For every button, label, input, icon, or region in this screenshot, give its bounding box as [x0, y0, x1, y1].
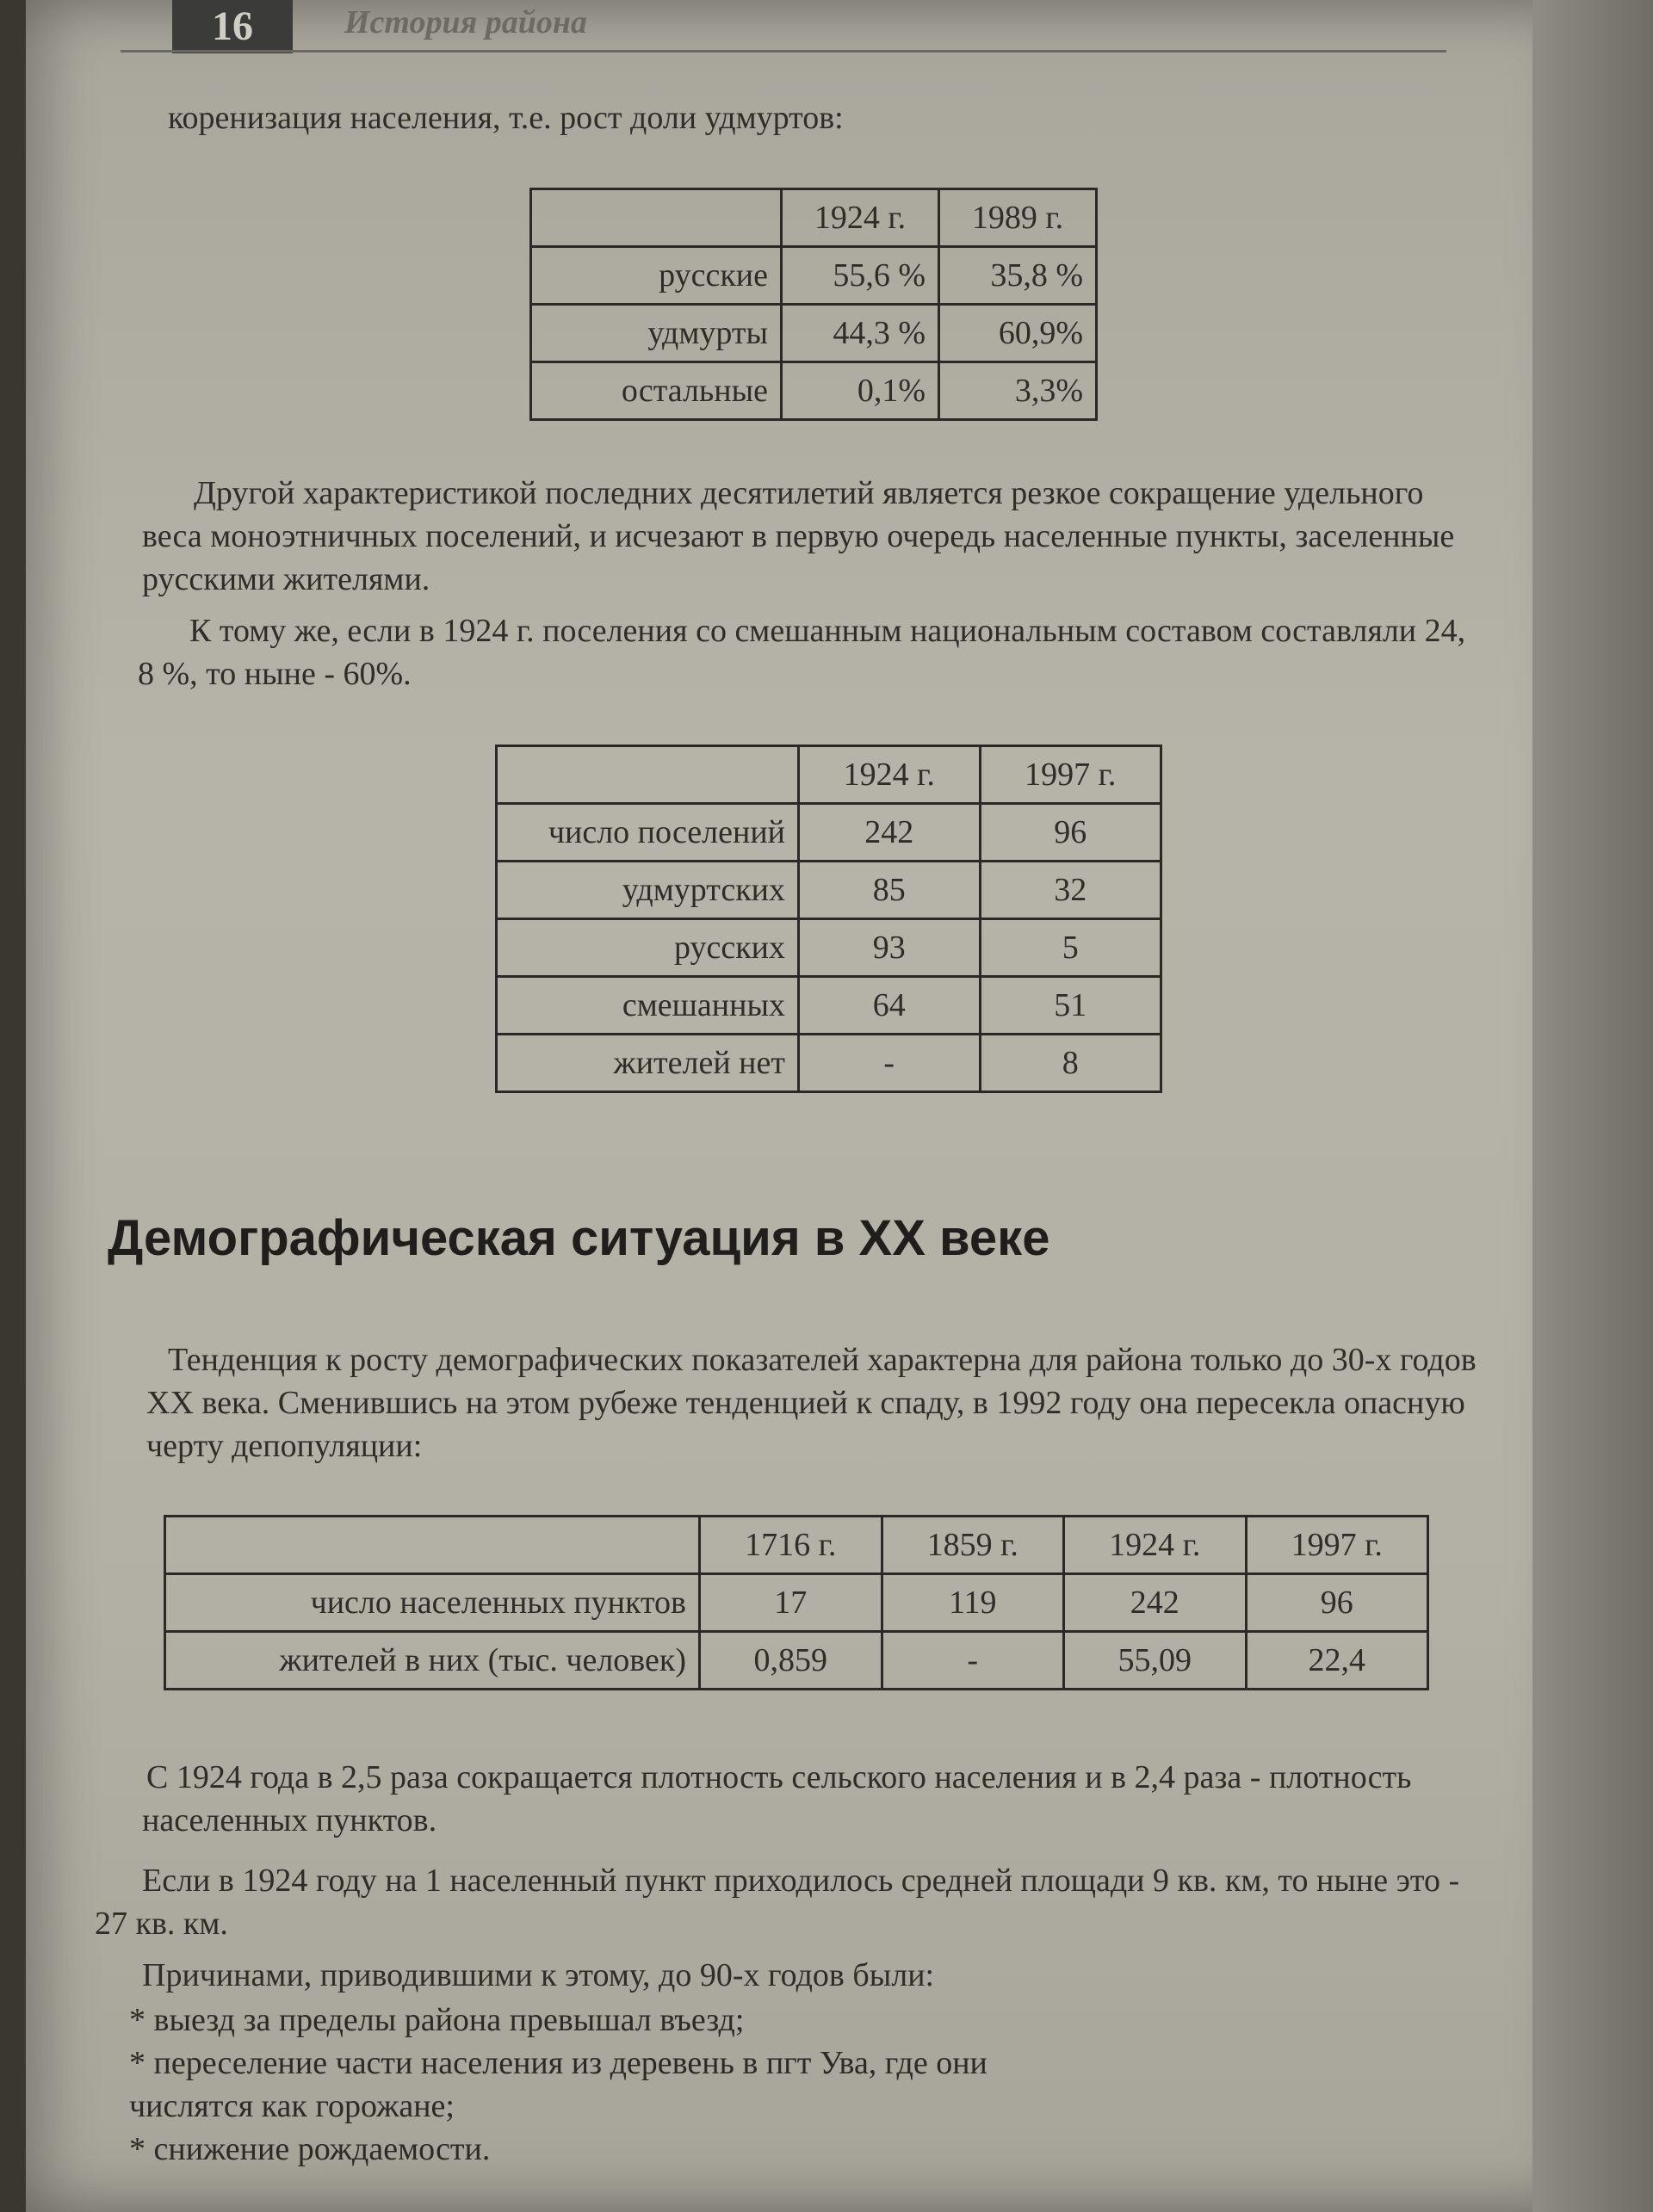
table-cell: число населенных пунктов — [165, 1574, 700, 1632]
table-cell: 5 — [980, 919, 1161, 977]
table-header-row — [531, 189, 1097, 247]
table-row — [531, 247, 1097, 305]
table-cell: 96 — [980, 804, 1161, 862]
table-cell: удмурты — [531, 305, 782, 362]
table-cell: 1997 г. — [980, 746, 1161, 804]
intro-line: коренизация населения, т.е. рост доли удмуртов: — [168, 100, 844, 136]
table-cell: 242 — [799, 804, 981, 862]
table-cell — [165, 1517, 700, 1574]
table-cell: 32 — [980, 862, 1161, 919]
table-row — [497, 804, 1161, 862]
paragraph-2: К тому же, если в 1924 г. поселения со смешанным национальным составом составляли 24, 8 %, то ныне - 60%. — [138, 613, 1466, 692]
section-heading: Демографическая ситуация в XX веке — [108, 1210, 1050, 1266]
table-cell: 64 — [799, 977, 981, 1035]
table-cell: жителей нет — [497, 1035, 799, 1092]
table-cell: 55,6 % — [782, 247, 939, 305]
table-cell — [531, 189, 782, 247]
facing-page-edge — [1532, 0, 1653, 2212]
table-cell: 35,8 % — [939, 247, 1097, 305]
settlements-table — [495, 745, 1162, 1093]
table-cell: русские — [531, 247, 782, 305]
table-cell: жителей в них (тыс. человек) — [165, 1632, 700, 1690]
table-row — [497, 1035, 1161, 1092]
table-row — [165, 1574, 1428, 1632]
table-header-row — [497, 746, 1161, 804]
table-cell: 85 — [799, 862, 981, 919]
table-row — [497, 977, 1161, 1035]
table-cell: 8 — [980, 1035, 1161, 1092]
ethnic-share-table — [529, 188, 1098, 421]
table-cell: 93 — [799, 919, 981, 977]
table-cell: 119 — [882, 1574, 1064, 1632]
reasons-list — [129, 1999, 1248, 2171]
table-cell: - — [882, 1632, 1064, 1690]
list-item: * выезд за пределы района превышал въезд; — [129, 2002, 745, 2038]
table-cell: 0,859 — [700, 1632, 882, 1690]
table-header-row — [165, 1517, 1428, 1574]
table-row — [497, 919, 1161, 977]
table-row — [165, 1632, 1428, 1690]
table-cell: 3,3% — [939, 362, 1097, 420]
table-cell: 44,3 % — [782, 305, 939, 362]
table-cell: остальные — [531, 362, 782, 420]
demographics-table — [164, 1515, 1429, 1690]
table-cell: 1924 г. — [782, 189, 939, 247]
table-cell: 60,9% — [939, 305, 1097, 362]
table-cell: русских — [497, 919, 799, 977]
table-cell: смешанных — [497, 977, 799, 1035]
table-row — [531, 305, 1097, 362]
list-item: * снижение рождаемости. — [129, 2131, 491, 2167]
table-cell: 1989 г. — [939, 189, 1097, 247]
running-head: История района — [344, 4, 587, 40]
table-cell: 22,4 — [1246, 1632, 1428, 1690]
table-cell: 0,1% — [782, 362, 939, 420]
table-cell: 1924 г. — [1064, 1517, 1247, 1574]
table-cell — [497, 746, 799, 804]
table-cell: 51 — [980, 977, 1161, 1035]
table-cell: 1924 г. — [799, 746, 981, 804]
table-row — [497, 862, 1161, 919]
page-header — [172, 0, 1464, 53]
table-row — [531, 362, 1097, 420]
table-cell: - — [799, 1035, 981, 1092]
paragraph-1: Другой характеристикой последних десятилетий является резкое сокращение удельного веса моноэтничных поселений, и исчезают в первую очередь населенные пункты, заселенные русскими жителями. — [142, 475, 1455, 597]
table-cell: число поселений — [497, 804, 799, 862]
paragraph-6: Причинами, приводившими к этому, до 90-х годов были: — [142, 1957, 935, 1993]
table-cell: удмуртских — [497, 862, 799, 919]
table-cell: 1716 г. — [700, 1517, 882, 1574]
table-cell: 242 — [1064, 1574, 1247, 1632]
paragraph-3: Тенденция к росту демографических показателей характерна для района только до 30-х годов XX века. Сменившись на этом рубеже тенденцией к спаду, в 1992 году она пересекла опасную черту депопуляции: — [146, 1342, 1477, 1464]
paragraph-4: С 1924 года в 2,5 раза сокращается плотность сельского населения и в 2,4 раза - плотность населенных пунктов. — [142, 1759, 1412, 1838]
page-number: 16 — [172, 0, 293, 53]
table-cell: 17 — [700, 1574, 882, 1632]
table-cell: 96 — [1246, 1574, 1428, 1632]
table-cell: 1859 г. — [882, 1517, 1064, 1574]
list-item: * переселение части населения из деревень в пгт Ува, где они числятся как горожане; — [129, 2045, 987, 2124]
table-cell: 1997 г. — [1246, 1517, 1428, 1574]
paragraph-5: Если в 1924 году на 1 населенный пункт приходилось средней площади 9 кв. км, то ныне это - 27 кв. км. — [95, 1863, 1460, 1942]
header-rule — [121, 50, 1446, 53]
table-cell: 55,09 — [1064, 1632, 1247, 1690]
